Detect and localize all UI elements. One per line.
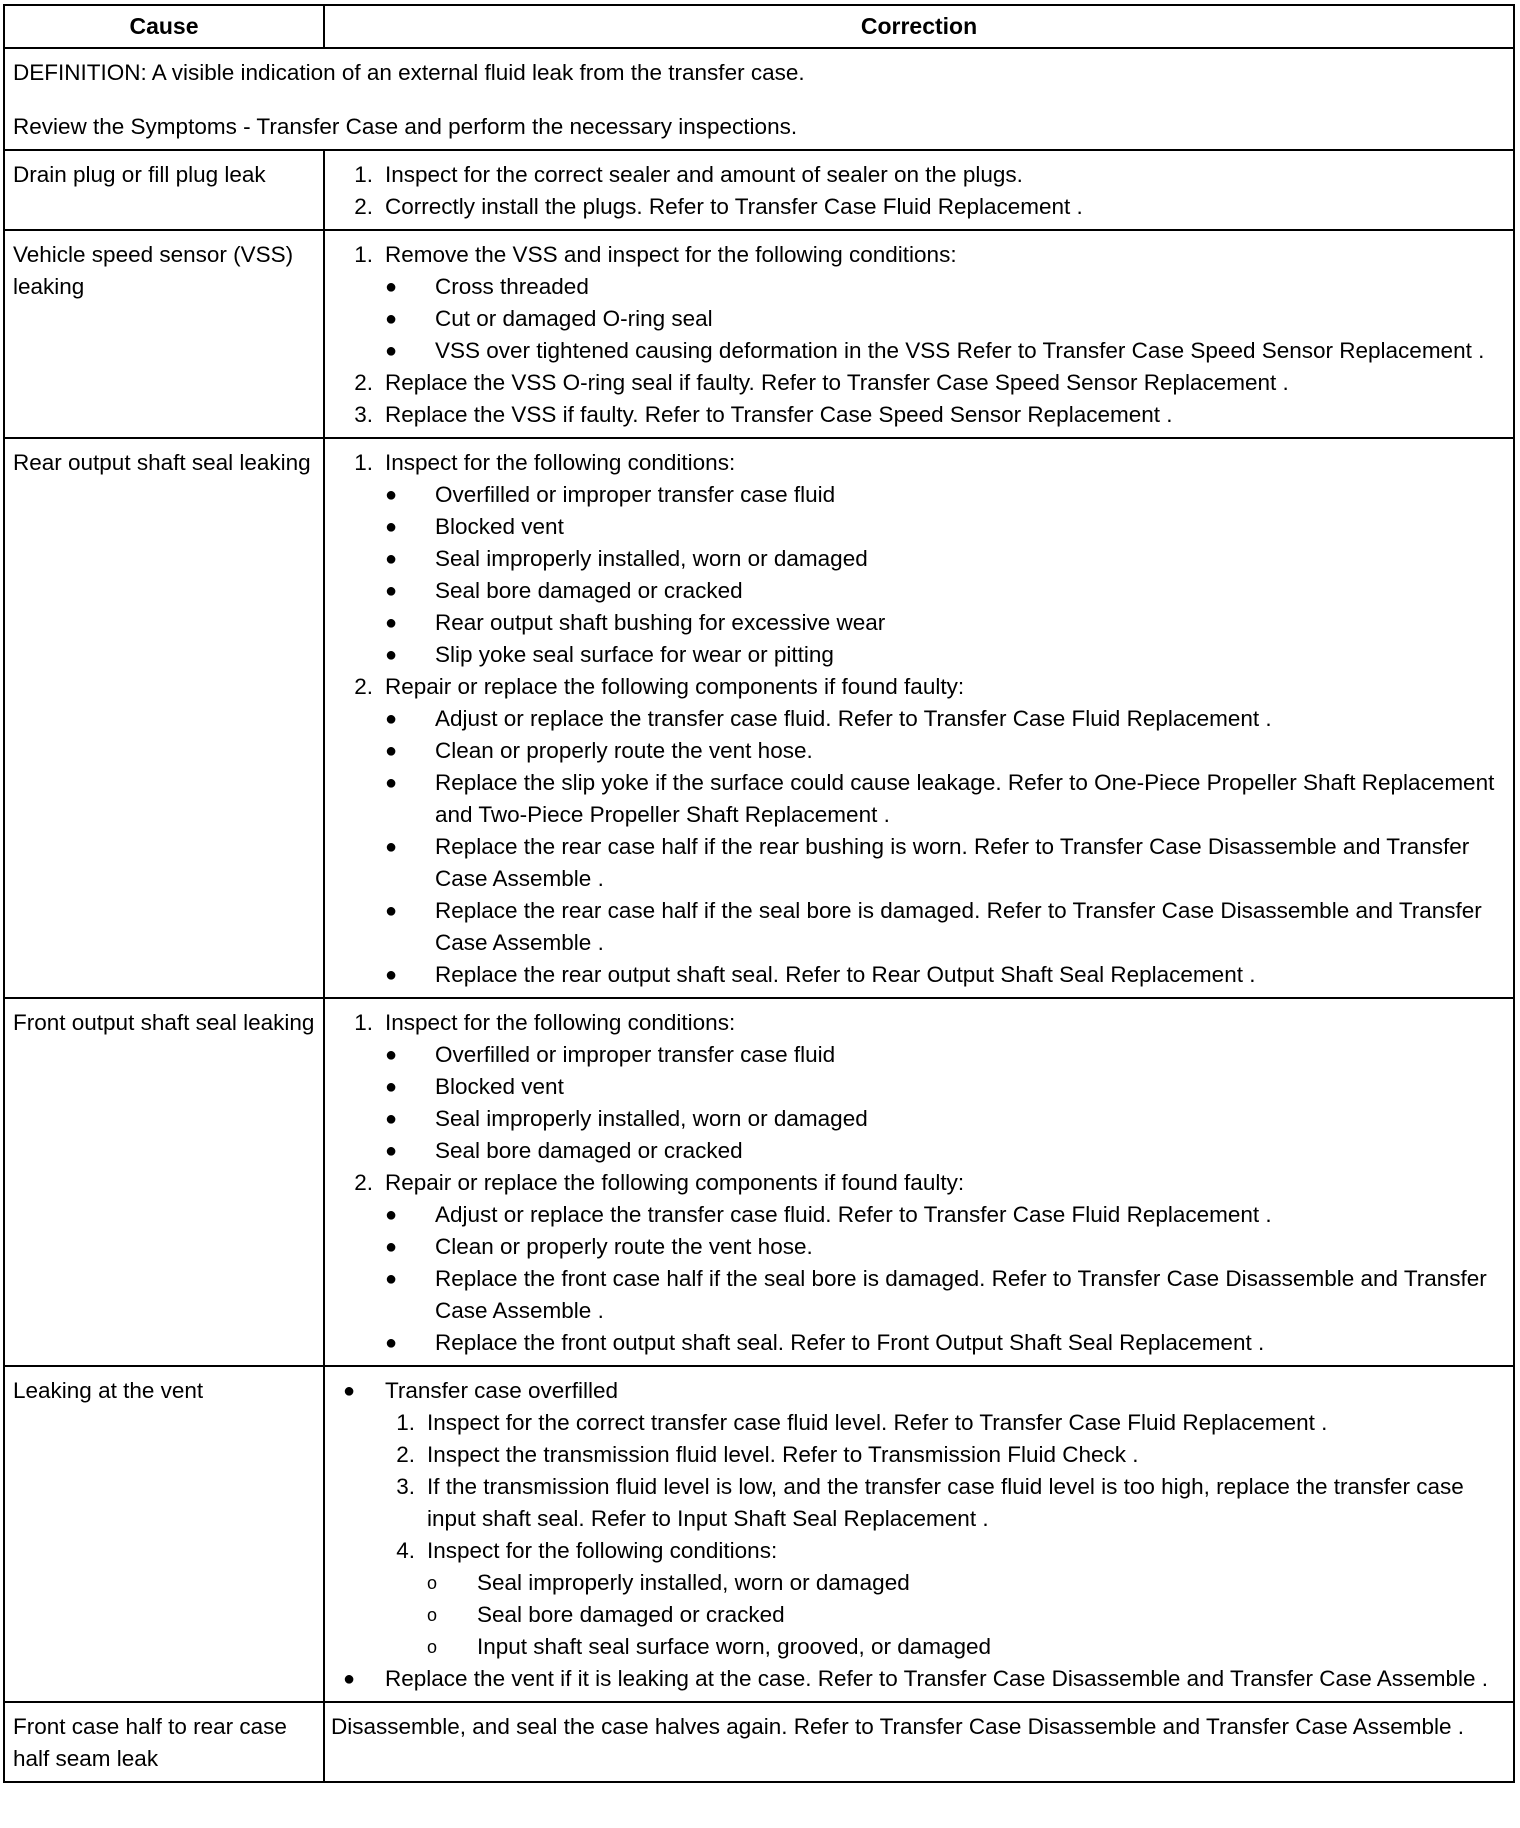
step-item: 2. Inspect the transmission fluid level. Refer to Transmission Fluid Check .	[396, 1442, 1139, 1467]
bullet-icon: ●	[385, 644, 398, 666]
bullet-icon: ●	[385, 708, 398, 730]
bullet-item: ● Seal bore damaged or cracked	[385, 1135, 1509, 1167]
sub-bullet-item: o Seal improperly installed, worn or damaged	[427, 1567, 1509, 1599]
definition-cell	[4, 48, 1514, 150]
step-item: 3. Replace the VSS if faulty. Refer to Transfer Case Speed Sensor Replacement .	[354, 402, 1173, 427]
bullet-icon: ●	[385, 964, 398, 986]
bullet-icon: ●	[385, 308, 398, 330]
bullet-item: ● Blocked vent	[385, 1071, 1509, 1103]
bullet-item: ● Replace the vent if it is leaking at the case. Refer to Transfer Case Disassemble and Transfer Case Assemble .	[343, 1663, 1509, 1695]
cause-cell: Front output shaft seal leaking	[4, 998, 324, 1366]
correction-header: Correction	[324, 5, 1514, 48]
bullet-item: ● Adjust or replace the transfer case fluid. Refer to Transfer Case Fluid Replacement .	[385, 703, 1509, 735]
correction-cell	[324, 230, 1514, 438]
step-item: 1. Inspect for the correct sealer and amount of sealer on the plugs.	[354, 162, 1023, 187]
bullet-icon: ●	[385, 772, 398, 794]
sub-bullet-item: o Seal bore damaged or cracked	[427, 1599, 1509, 1631]
bullet-icon: ●	[385, 340, 398, 362]
step-item: 2. Correctly install the plugs. Refer to Transfer Case Fluid Replacement .	[354, 194, 1083, 219]
cause-cell: Front case half to rear case half seam leak	[4, 1702, 324, 1782]
bullet-icon: ●	[385, 1140, 398, 1162]
bullet-item: ● Blocked vent	[385, 511, 1509, 543]
bullet-item: ● VSS over tightened causing deformation in the VSS Refer to Transfer Case Speed Sensor Replacement .	[385, 335, 1509, 367]
table-row	[4, 998, 1514, 1366]
bullet-icon: ●	[385, 612, 398, 634]
bullet-item: ● Slip yoke seal surface for wear or pitting	[385, 639, 1509, 671]
correction-cell	[324, 150, 1514, 230]
bullet-item: ● Seal improperly installed, worn or damaged	[385, 1103, 1509, 1135]
correction-cell: Disassemble, and seal the case halves again. Refer to Transfer Case Disassemble and Transfer Case Assemble .	[324, 1702, 1514, 1782]
bullet-item: ● Rear output shaft bushing for excessive wear	[385, 607, 1509, 639]
bullet-item: ● Replace the front output shaft seal. Refer to Front Output Shaft Seal Replacement .	[385, 1327, 1509, 1359]
step-item: 1. Inspect for the following conditions: ● Overfilled or improper transfer case fluid ● Blocked vent ● Seal improperly installed, worn or damaged ● Seal bore damaged or cracked ● Rear output shaft bushing for excessive wear ● Slip yoke seal surface for wear or pitting	[343, 447, 1509, 671]
circle-bullet-icon: o	[427, 1605, 438, 1625]
table-row	[4, 1366, 1514, 1702]
bullet-item: ● Seal improperly installed, worn or damaged	[385, 543, 1509, 575]
bullet-item: ● Replace the rear output shaft seal. Refer to Rear Output Shaft Seal Replacement .	[385, 959, 1509, 991]
table-row	[4, 230, 1514, 438]
cause-cell: Drain plug or fill plug leak	[4, 150, 324, 230]
bullet-icon: ●	[385, 836, 398, 858]
bullet-item: ● Seal bore damaged or cracked	[385, 575, 1509, 607]
bullet-icon: ●	[385, 1076, 398, 1098]
bullet-item: ● Replace the rear case half if the seal bore is damaged. Refer to Transfer Case Disassemble and Transfer Case Assemble .	[385, 895, 1509, 959]
bullet-icon: ●	[343, 1668, 356, 1690]
bullet-item: ● Transfer case overfilled 1. Inspect for the correct transfer case fluid level. Refer to Transfer Case Fluid Replacement . 2. Inspect the transmission fluid level. Refer to Transmission Fluid Check . 3. If the transmission fluid level is low, and the transfer case fluid level is too high, replace the transfer case input shaft seal. Refer to Input Shaft Seal Replacement . 4. Inspect for the following conditions: o Seal improperly installed, worn or damaged o Seal bore damaged or cracked o Input shaft seal surface worn, grooved, or damaged	[343, 1375, 1509, 1663]
correction-cell	[324, 998, 1514, 1366]
circle-bullet-icon: o	[427, 1573, 438, 1593]
bullet-item: ● Overfilled or improper transfer case fluid	[385, 1039, 1509, 1071]
sub-bullet-item: o Input shaft seal surface worn, grooved, or damaged	[427, 1631, 1509, 1663]
step-item: 4. Inspect for the following conditions: o Seal improperly installed, worn or damaged o Seal bore damaged or cracked o Input shaft seal surface worn, grooved, or damaged	[385, 1535, 1509, 1663]
bullet-icon: ●	[385, 1268, 398, 1290]
step-item: 2. Repair or replace the following components if found faulty: ● Adjust or replace the transfer case fluid. Refer to Transfer Case Fluid Replacement . ● Clean or properly route the vent hose. ● Replace the front case half if the seal bore is damaged. Refer to Transfer Case Disassemble and Transfer Case Assemble . ● Replace the front output shaft seal. Refer to Front Output Shaft Seal Replacement .	[343, 1167, 1509, 1359]
bullet-icon: ●	[385, 276, 398, 298]
definition-row	[4, 48, 1514, 150]
bullet-item: ● Clean or properly route the vent hose.	[385, 1231, 1509, 1263]
bullet-item: ● Replace the slip yoke if the surface could cause leakage. Refer to One-Piece Propeller Shaft Replacement and Two-Piece Propeller Shaft Replacement .	[385, 767, 1509, 831]
bullet-icon: ●	[343, 1380, 356, 1402]
header-row	[4, 5, 1514, 48]
bullet-item: ● Clean or properly route the vent hose.	[385, 735, 1509, 767]
review-text: Review the Symptoms - Transfer Case and perform the necessary inspections.	[13, 114, 798, 139]
step-item: 1. Inspect for the correct transfer case fluid level. Refer to Transfer Case Fluid Replacement .	[396, 1410, 1328, 1435]
step-item: 2. Repair or replace the following components if found faulty: ● Adjust or replace the transfer case fluid. Refer to Transfer Case Fluid Replacement . ● Clean or properly route the vent hose. ● Replace the slip yoke if the surface could cause leakage. Refer to One-Piece Propeller Shaft Replacement and Two-Piece Propeller Shaft Replacement . ● Replace the rear case half if the rear bushing is worn. Refer to Transfer Case Disassemble and Transfer Case Assemble . ● Replace the rear case half if the seal bore is damaged. Refer to Transfer Case Disassemble and Transfer Case Assemble . ● Replace the rear output shaft seal. Refer to Rear Output Shaft Seal Replacement .	[343, 671, 1509, 991]
table-row	[4, 150, 1514, 230]
bullet-icon: ●	[385, 580, 398, 602]
diagnostic-table	[3, 4, 1515, 1783]
bullet-item: ● Adjust or replace the transfer case fluid. Refer to Transfer Case Fluid Replacement .	[385, 1199, 1509, 1231]
step-item: 1. Remove the VSS and inspect for the following conditions: ● Cross threaded ● Cut or damaged O-ring seal ● VSS over tightened causing deformation in the VSS Refer to Transfer Case Speed Sensor Replacement .	[343, 239, 1509, 367]
table-row	[4, 438, 1514, 998]
bullet-icon: ●	[385, 1044, 398, 1066]
bullet-icon: ●	[385, 740, 398, 762]
bullet-item: ● Cut or damaged O-ring seal	[385, 303, 1509, 335]
bullet-icon: ●	[385, 548, 398, 570]
bullet-icon: ●	[385, 1332, 398, 1354]
step-item: 2. Replace the VSS O-ring seal if faulty. Refer to Transfer Case Speed Sensor Replacement .	[354, 370, 1289, 395]
cause-cell: Leaking at the vent	[4, 1366, 324, 1702]
bullet-icon: ●	[385, 516, 398, 538]
bullet-icon: ●	[385, 1236, 398, 1258]
cause-cell: Rear output shaft seal leaking	[4, 438, 324, 998]
table-row	[4, 1702, 1514, 1782]
bullet-item: ● Overfilled or improper transfer case fluid	[385, 479, 1509, 511]
bullet-icon: ●	[385, 484, 398, 506]
bullet-icon: ●	[385, 900, 398, 922]
bullet-item: ● Replace the rear case half if the rear bushing is worn. Refer to Transfer Case Disassemble and Transfer Case Assemble .	[385, 831, 1509, 895]
bullet-icon: ●	[385, 1108, 398, 1130]
definition-text: DEFINITION: A visible indication of an external fluid leak from the transfer case.	[13, 60, 805, 85]
cause-cell: Vehicle speed sensor (VSS) leaking	[4, 230, 324, 438]
circle-bullet-icon: o	[427, 1637, 438, 1657]
bullet-icon: ●	[385, 1204, 398, 1226]
cause-header: Cause	[4, 5, 324, 48]
bullet-item: ● Cross threaded	[385, 271, 1509, 303]
correction-cell	[324, 1366, 1514, 1702]
bullet-item: ● Replace the front case half if the seal bore is damaged. Refer to Transfer Case Disassemble and Transfer Case Assemble .	[385, 1263, 1509, 1327]
correction-cell	[324, 438, 1514, 998]
step-item: 3. If the transmission fluid level is low, and the transfer case fluid level is too high, replace the transfer case input shaft seal. Refer to Input Shaft Seal Replacement .	[396, 1474, 1464, 1531]
step-item: 1. Inspect for the following conditions: ● Overfilled or improper transfer case fluid ● Blocked vent ● Seal improperly installed, worn or damaged ● Seal bore damaged or cracked	[343, 1007, 1509, 1167]
